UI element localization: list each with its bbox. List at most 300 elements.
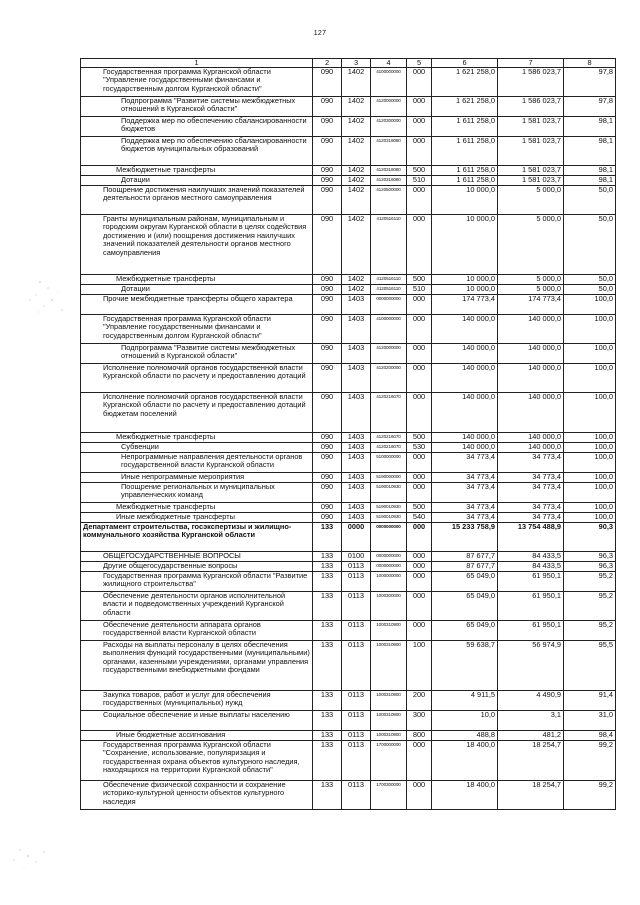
row-percent: 100,0 (564, 364, 616, 393)
row-percent: 98,1 (564, 137, 616, 166)
row-expense-type: 000 (407, 562, 432, 572)
table-row (81, 443, 616, 453)
row-execution: 5 000,0 (498, 275, 564, 285)
row-expense-type: 000 (407, 523, 432, 552)
row-grbs: 133 (313, 691, 342, 711)
row-name: Обеспечение деятельности органов исполнительной власти и подведомственных учреждений Курганской области (81, 592, 313, 621)
row-section: 0113 (342, 781, 371, 810)
row-target-code: 4120300000 (371, 117, 407, 137)
row-percent: 100,0 (564, 473, 616, 483)
row-name: Социальное обеспечение и иные выплаты населению (81, 711, 313, 731)
row-section: 0113 (342, 641, 371, 691)
table-row (81, 562, 616, 572)
row-section: 1403 (342, 443, 371, 453)
row-execution: 61 950,1 (498, 572, 564, 592)
row-execution: 34 773,4 (498, 473, 564, 483)
row-target-code: 5190010930 (371, 513, 407, 523)
row-expense-type: 000 (407, 186, 432, 215)
row-grbs: 090 (313, 186, 342, 215)
header-row (81, 59, 616, 68)
row-plan: 10 000,0 (432, 215, 498, 275)
row-grbs: 133 (313, 552, 342, 562)
table-row (81, 523, 616, 552)
table-row (81, 137, 616, 166)
table-row (81, 711, 616, 731)
row-name: Подпрограмма "Развитие системы межбюджетных отношений в Курганской области" (81, 97, 313, 117)
row-grbs: 133 (313, 711, 342, 731)
row-name: Гранты муниципальным районам, муниципальным и городским округам Курганской области в целях содействия достижению и (или) поощрения достижения наилучших значений показателей деятельности органов местного самоуправления (81, 215, 313, 275)
row-target-code: 0000000000 (371, 523, 407, 552)
row-expense-type: 300 (407, 711, 432, 731)
row-section: 1403 (342, 295, 371, 315)
row-percent: 95,2 (564, 572, 616, 592)
row-expense-type: 510 (407, 176, 432, 186)
row-target-code: 4100000000 (371, 68, 407, 97)
row-expense-type: 100 (407, 641, 432, 691)
row-name: Обеспечение деятельности аппарата органов государственной власти Курганской области (81, 621, 313, 641)
row-name: Исполнение полномочий органов государственной власти Курганской области по расчету и предоставлению дотаций (81, 364, 313, 393)
row-section: 0000 (342, 523, 371, 552)
row-execution: 174 773,4 (498, 295, 564, 315)
row-grbs: 133 (313, 572, 342, 592)
row-grbs: 090 (313, 513, 342, 523)
row-grbs: 090 (313, 503, 342, 513)
row-target-code: 1000300000 (371, 592, 407, 621)
row-section: 1403 (342, 315, 371, 344)
row-plan: 140 000,0 (432, 443, 498, 453)
row-grbs: 133 (313, 731, 342, 741)
row-execution: 34 773,4 (498, 453, 564, 473)
header-cell: 8 (564, 59, 616, 68)
row-execution: 61 950,1 (498, 592, 564, 621)
row-section: 0113 (342, 731, 371, 741)
row-execution: 34 773,4 (498, 513, 564, 523)
row-plan: 1 611 258,0 (432, 176, 498, 186)
row-grbs: 133 (313, 781, 342, 810)
row-percent: 97,8 (564, 97, 616, 117)
row-percent: 97,8 (564, 68, 616, 97)
row-target-code: 5190010930 (371, 503, 407, 513)
row-target-code: 4120500000 (371, 186, 407, 215)
row-section: 1402 (342, 285, 371, 295)
row-execution: 140 000,0 (498, 393, 564, 433)
row-execution: 3,1 (498, 711, 564, 731)
row-section: 1402 (342, 275, 371, 285)
row-expense-type: 000 (407, 572, 432, 592)
row-target-code: 4120316080 (371, 166, 407, 176)
table-row (81, 503, 616, 513)
row-plan: 1 611 258,0 (432, 117, 498, 137)
table-row (81, 344, 616, 364)
row-plan: 34 773,4 (432, 473, 498, 483)
row-execution: 140 000,0 (498, 364, 564, 393)
header-cell: 1 (81, 59, 313, 68)
row-name: Поддержка мер по обеспечению сбалансированности бюджетов муниципальных образований (81, 137, 313, 166)
row-grbs: 090 (313, 275, 342, 285)
row-execution: 34 773,4 (498, 503, 564, 513)
row-execution: 56 974,9 (498, 641, 564, 691)
row-section: 0113 (342, 562, 371, 572)
row-name: Непрограммные направления деятельности органов государственной власти Курганской области (81, 453, 313, 473)
row-percent: 96,3 (564, 562, 616, 572)
table-row (81, 433, 616, 443)
row-grbs: 133 (313, 562, 342, 572)
row-target-code: 1700300000 (371, 781, 407, 810)
row-section: 1403 (342, 473, 371, 483)
row-expense-type: 200 (407, 691, 432, 711)
row-expense-type: 000 (407, 215, 432, 275)
row-grbs: 133 (313, 621, 342, 641)
row-execution: 18 254,7 (498, 741, 564, 781)
row-target-code: 4120216070 (371, 433, 407, 443)
page-number: 127 (313, 30, 327, 37)
table-row (81, 513, 616, 523)
row-percent: 50,0 (564, 285, 616, 295)
row-target-code: 4120216070 (371, 443, 407, 453)
row-section: 1403 (342, 364, 371, 393)
row-target-code: 1000000000 (371, 572, 407, 592)
row-expense-type: 500 (407, 166, 432, 176)
row-percent: 98,1 (564, 176, 616, 186)
row-target-code: 4120000000 (371, 97, 407, 117)
table-row (81, 176, 616, 186)
row-grbs: 090 (313, 315, 342, 344)
row-grbs: 090 (313, 433, 342, 443)
header-cell: 3 (342, 59, 371, 68)
row-expense-type: 000 (407, 621, 432, 641)
row-section: 1403 (342, 393, 371, 433)
row-plan: 4 911,5 (432, 691, 498, 711)
row-expense-type: 000 (407, 344, 432, 364)
row-name: Субвенции (81, 443, 313, 453)
row-grbs: 133 (313, 523, 342, 552)
row-plan: 140 000,0 (432, 364, 498, 393)
row-grbs: 090 (313, 453, 342, 473)
row-grbs: 133 (313, 592, 342, 621)
row-percent: 100,0 (564, 503, 616, 513)
row-grbs: 090 (313, 117, 342, 137)
table-row (81, 592, 616, 621)
row-percent: 91,4 (564, 691, 616, 711)
header-cell: 7 (498, 59, 564, 68)
row-plan: 18 400,0 (432, 781, 498, 810)
row-expense-type: 000 (407, 117, 432, 137)
row-plan: 488,8 (432, 731, 498, 741)
table-row (81, 117, 616, 137)
row-section: 0113 (342, 691, 371, 711)
row-plan: 10 000,0 (432, 275, 498, 285)
row-target-code: 1000310900 (371, 691, 407, 711)
row-expense-type: 000 (407, 453, 432, 473)
row-execution: 1 581 023,7 (498, 166, 564, 176)
row-name: Дотации (81, 285, 313, 295)
row-percent: 100,0 (564, 433, 616, 443)
row-section: 0113 (342, 741, 371, 781)
row-execution: 1 581 023,7 (498, 117, 564, 137)
table-row (81, 166, 616, 176)
row-expense-type: 000 (407, 483, 432, 503)
row-grbs: 090 (313, 137, 342, 166)
row-name: Иные межбюджетные трансферты (81, 513, 313, 523)
row-section: 1402 (342, 117, 371, 137)
row-plan: 1 611 258,0 (432, 137, 498, 166)
table-row (81, 97, 616, 117)
row-execution: 1 586 023,7 (498, 97, 564, 117)
row-plan: 87 677,7 (432, 562, 498, 572)
row-expense-type: 000 (407, 97, 432, 117)
table-row (81, 552, 616, 562)
row-name: Иные бюджетные ассигнования (81, 731, 313, 741)
row-expense-type: 000 (407, 552, 432, 562)
row-expense-type: 000 (407, 137, 432, 166)
row-plan: 15 233 758,9 (432, 523, 498, 552)
row-execution: 140 000,0 (498, 433, 564, 443)
row-target-code: 1000310900 (371, 731, 407, 741)
row-plan: 34 773,4 (432, 513, 498, 523)
row-target-code: 4120000000 (371, 344, 407, 364)
row-plan: 65 049,0 (432, 621, 498, 641)
row-name: Подпрограмма "Развитие системы межбюджетных отношений в Курганской области" (81, 344, 313, 364)
row-execution: 481,2 (498, 731, 564, 741)
row-section: 0113 (342, 621, 371, 641)
row-target-code: 5190000000 (371, 473, 407, 483)
row-percent: 90,3 (564, 523, 616, 552)
table-body (81, 68, 616, 810)
row-section: 0113 (342, 592, 371, 621)
row-execution: 5 000,0 (498, 186, 564, 215)
table-row (81, 473, 616, 483)
row-name: Другие общегосударственные вопросы (81, 562, 313, 572)
row-grbs: 090 (313, 473, 342, 483)
row-percent: 100,0 (564, 483, 616, 503)
header-cell: 5 (407, 59, 432, 68)
row-target-code: 5100000000 (371, 453, 407, 473)
row-name: Межбюджетные трансферты (81, 503, 313, 513)
row-target-code: 0000000000 (371, 562, 407, 572)
row-section: 1402 (342, 68, 371, 97)
row-expense-type: 540 (407, 513, 432, 523)
row-name: Государственная программа Курганской области "Управление государственными финансами и государственным долгом Курганской области" (81, 315, 313, 344)
row-execution: 34 773,4 (498, 483, 564, 503)
row-section: 1402 (342, 176, 371, 186)
row-plan: 10 000,0 (432, 285, 498, 295)
row-plan: 1 621 258,0 (432, 97, 498, 117)
row-section: 0100 (342, 552, 371, 562)
table-row (81, 68, 616, 97)
row-name: Межбюджетные трансферты (81, 166, 313, 176)
row-percent: 98,1 (564, 117, 616, 137)
row-percent: 50,0 (564, 186, 616, 215)
row-name: Расходы на выплаты персоналу в целях обеспечения выполнения функций государственными (муниципальными) органами, казенными учреждениями, органами управления государственными внебюджетными фондами (81, 641, 313, 691)
row-execution: 1 581 023,7 (498, 137, 564, 166)
table-row (81, 275, 616, 285)
row-plan: 174 773,4 (432, 295, 498, 315)
row-expense-type: 500 (407, 275, 432, 285)
row-expense-type: 000 (407, 364, 432, 393)
header-cell: 6 (432, 59, 498, 68)
row-section: 1403 (342, 453, 371, 473)
row-percent: 95,2 (564, 621, 616, 641)
row-target-code: 4120516110 (371, 215, 407, 275)
row-name: Обеспечение физической сохранности и сохранение историко-культурной ценности объектов культурного наследия (81, 781, 313, 810)
row-execution: 140 000,0 (498, 443, 564, 453)
row-name: Дотации (81, 176, 313, 186)
row-grbs: 090 (313, 68, 342, 97)
table-row (81, 215, 616, 275)
row-plan: 59 638,7 (432, 641, 498, 691)
row-execution: 1 586 023,7 (498, 68, 564, 97)
row-expense-type: 510 (407, 285, 432, 295)
row-name: Поощрение региональных и муниципальных управленческих команд (81, 483, 313, 503)
row-expense-type: 530 (407, 443, 432, 453)
header-cell: 4 (371, 59, 407, 68)
row-section: 1403 (342, 483, 371, 503)
row-plan: 140 000,0 (432, 393, 498, 433)
row-percent: 100,0 (564, 393, 616, 433)
row-plan: 65 049,0 (432, 572, 498, 592)
row-section: 1402 (342, 166, 371, 176)
row-grbs: 090 (313, 344, 342, 364)
table-row (81, 731, 616, 741)
row-target-code: 4120216070 (371, 393, 407, 433)
row-section: 0113 (342, 572, 371, 592)
row-percent: 100,0 (564, 443, 616, 453)
row-grbs: 133 (313, 741, 342, 781)
table-row (81, 741, 616, 781)
row-expense-type: 000 (407, 592, 432, 621)
row-percent: 98,4 (564, 731, 616, 741)
row-percent: 100,0 (564, 453, 616, 473)
header-cell: 2 (313, 59, 342, 68)
row-execution: 61 950,1 (498, 621, 564, 641)
row-name: Государственная программа Курганской области "Управление государственными финансами и государственным долгом Курганской области" (81, 68, 313, 97)
row-percent: 96,3 (564, 552, 616, 562)
row-grbs: 090 (313, 393, 342, 433)
row-grbs: 090 (313, 364, 342, 393)
row-grbs: 090 (313, 483, 342, 503)
row-plan: 18 400,0 (432, 741, 498, 781)
table-row (81, 364, 616, 393)
row-target-code: 4120516110 (371, 275, 407, 285)
row-plan: 87 677,7 (432, 552, 498, 562)
table-row (81, 393, 616, 433)
row-target-code: 4100000000 (371, 315, 407, 344)
row-plan: 34 773,4 (432, 483, 498, 503)
row-percent: 100,0 (564, 344, 616, 364)
row-execution: 5 000,0 (498, 215, 564, 275)
row-grbs: 090 (313, 176, 342, 186)
row-target-code: 4120200000 (371, 364, 407, 393)
table-row (81, 691, 616, 711)
row-target-code: 4120316080 (371, 176, 407, 186)
row-execution: 84 433,5 (498, 552, 564, 562)
row-target-code: 5190010930 (371, 483, 407, 503)
row-plan: 1 621 258,0 (432, 68, 498, 97)
row-section: 1403 (342, 513, 371, 523)
row-percent: 100,0 (564, 295, 616, 315)
row-expense-type: 500 (407, 433, 432, 443)
row-target-code: 1000310900 (371, 711, 407, 731)
row-name: Межбюджетные трансферты (81, 275, 313, 285)
row-expense-type: 800 (407, 731, 432, 741)
table-row (81, 285, 616, 295)
row-section: 1402 (342, 137, 371, 166)
row-target-code: 0000000000 (371, 552, 407, 562)
table-row (81, 621, 616, 641)
row-expense-type: 500 (407, 503, 432, 513)
row-percent: 100,0 (564, 315, 616, 344)
row-grbs: 090 (313, 215, 342, 275)
row-percent: 95,2 (564, 592, 616, 621)
row-name: Поддержка мер по обеспечению сбалансированности бюджетов (81, 117, 313, 137)
row-plan: 34 773,4 (432, 503, 498, 513)
row-plan: 1 611 258,0 (432, 166, 498, 176)
row-execution: 84 433,5 (498, 562, 564, 572)
row-section: 0113 (342, 711, 371, 731)
row-grbs: 133 (313, 641, 342, 691)
row-name: Поощрение достижения наилучших значений показателей деятельности органов местного самоуправления (81, 186, 313, 215)
row-name: Департамент строительства, госэкспертизы и жилищно-коммунального хозяйства Курганской области (81, 523, 313, 552)
row-expense-type: 000 (407, 741, 432, 781)
row-expense-type: 000 (407, 68, 432, 97)
row-percent: 100,0 (564, 513, 616, 523)
row-execution: 13 754 488,9 (498, 523, 564, 552)
row-grbs: 090 (313, 166, 342, 176)
row-expense-type: 000 (407, 295, 432, 315)
table-row (81, 641, 616, 691)
table-row (81, 295, 616, 315)
row-percent: 50,0 (564, 275, 616, 285)
row-target-code: 1000310900 (371, 621, 407, 641)
row-expense-type: 000 (407, 315, 432, 344)
row-plan: 140 000,0 (432, 315, 498, 344)
row-name: Исполнение полномочий органов государственной власти Курганской области по расчету и предоставлению дотаций бюджетам поселений (81, 393, 313, 433)
row-grbs: 090 (313, 443, 342, 453)
row-expense-type: 000 (407, 393, 432, 433)
row-plan: 10,0 (432, 711, 498, 731)
row-plan: 140 000,0 (432, 344, 498, 364)
row-target-code: 1000310900 (371, 641, 407, 691)
row-section: 1402 (342, 215, 371, 275)
row-name: Закупка товаров, работ и услуг для обеспечения государственных (муниципальных) нужд (81, 691, 313, 711)
table-row (81, 453, 616, 473)
row-section: 1402 (342, 186, 371, 215)
row-target-code: 4120316080 (371, 137, 407, 166)
row-target-code: 4120516110 (371, 285, 407, 295)
row-percent: 50,0 (564, 215, 616, 275)
row-execution: 140 000,0 (498, 344, 564, 364)
row-target-code: 1700000000 (371, 741, 407, 781)
row-expense-type: 000 (407, 473, 432, 483)
row-execution: 5 000,0 (498, 285, 564, 295)
table-row (81, 483, 616, 503)
row-execution: 1 581 023,7 (498, 176, 564, 186)
row-grbs: 090 (313, 97, 342, 117)
row-plan: 34 773,4 (432, 453, 498, 473)
row-percent: 99,2 (564, 741, 616, 781)
scan-noise (0, 0, 80, 905)
row-execution: 140 000,0 (498, 315, 564, 344)
budget-table (80, 58, 616, 810)
table-row (81, 572, 616, 592)
row-percent: 99,2 (564, 781, 616, 810)
row-percent: 31,0 (564, 711, 616, 731)
row-plan: 65 049,0 (432, 592, 498, 621)
row-percent: 95,5 (564, 641, 616, 691)
row-plan: 10 000,0 (432, 186, 498, 215)
row-percent: 98,1 (564, 166, 616, 176)
row-section: 1403 (342, 344, 371, 364)
